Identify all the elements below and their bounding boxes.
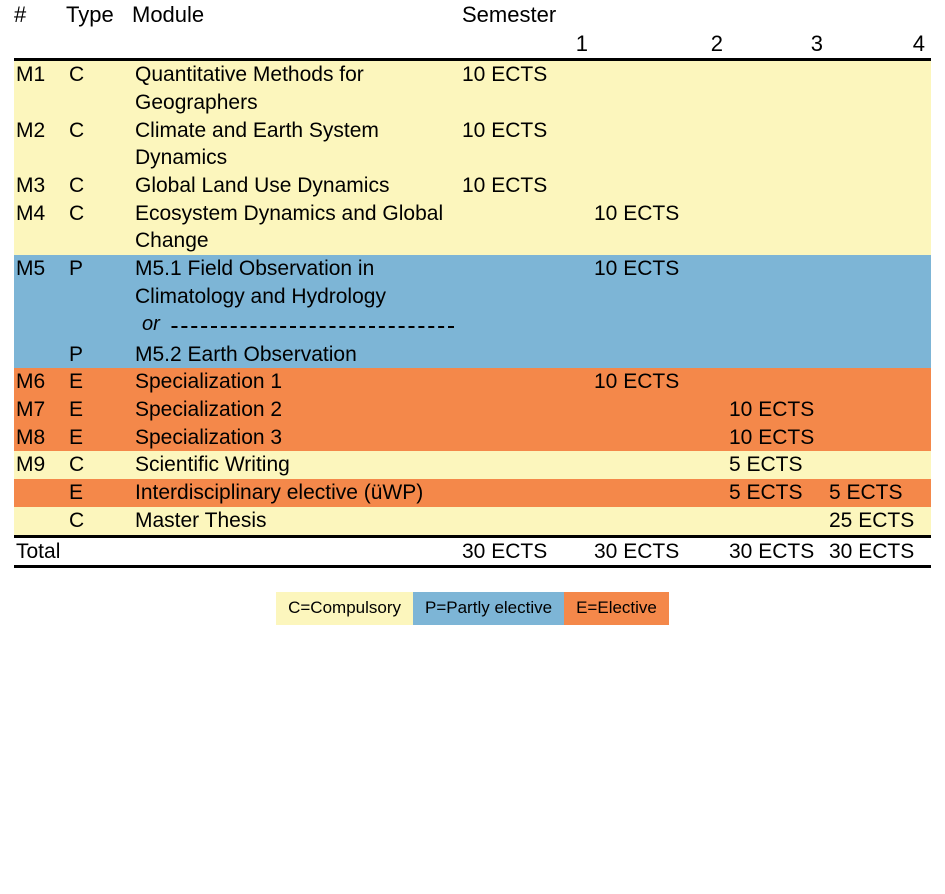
table-row [14, 200, 931, 255]
row-number: M3 [16, 173, 46, 197]
row-sem2-ects: 10 ECTS [594, 201, 680, 225]
total-sem3: 30 ECTS [729, 536, 829, 567]
semester-3-label: 3 [810, 31, 823, 57]
row-sem4-ects [829, 368, 931, 396]
row-sem1-ects [462, 507, 594, 536]
row-sem1-ects: 10 ECTS [462, 63, 548, 87]
row-type-m5b: P [69, 342, 84, 366]
row-sem2-ects [594, 479, 729, 507]
m5-separator-s4-spacer [829, 311, 931, 341]
row-sem2-ects [594, 451, 729, 479]
row-type: C [69, 453, 85, 477]
row-sem2-ects [594, 396, 729, 424]
table-row [14, 172, 931, 200]
row-module: Specialization 2 [135, 397, 283, 421]
table-row-m5-option-a [14, 255, 931, 310]
row-sem4-ects [829, 396, 931, 424]
row-number: M2 [16, 118, 46, 142]
header-module: Module [132, 2, 205, 27]
row-type: E [69, 370, 84, 394]
row-module: Master Thesis [135, 508, 267, 532]
total-sem2: 30 ECTS [594, 536, 729, 567]
dashed-divider [132, 326, 454, 328]
m5-separator-s1-spacer [462, 311, 594, 341]
row-sem3-ects: 5 ECTS [729, 481, 803, 505]
row-sem3-ects [729, 172, 829, 200]
row-number [14, 479, 66, 507]
table-row [14, 368, 931, 396]
row-type: E [69, 397, 84, 421]
row-number: M6 [16, 370, 46, 394]
m5-or-separator [132, 311, 462, 341]
row-type: E [69, 425, 84, 449]
row-module: Specialization 3 [135, 425, 283, 449]
legend [14, 592, 931, 625]
row-module-m5b: M5.2 Earth Observation [135, 342, 357, 366]
row-sem2-ects [594, 172, 729, 200]
table-row [14, 451, 931, 479]
row-type: C [69, 201, 85, 225]
row-sem2-ects [594, 507, 729, 536]
row-sem4-ects [829, 172, 931, 200]
table-row [14, 479, 931, 507]
row-number: M9 [16, 453, 46, 477]
table-row [14, 507, 931, 536]
header-semester: Semester [462, 2, 557, 27]
row-module: Interdisciplinary elective (üWP) [135, 481, 424, 505]
row-sem3-ects-m5 [729, 255, 829, 310]
row-module: Ecosystem Dynamics and Global Change [135, 201, 444, 253]
m5-or-label: or [132, 311, 170, 337]
header-number: # [14, 2, 27, 27]
row-sem3-ects [729, 507, 829, 536]
m5-separator-type-spacer [66, 311, 132, 341]
row-sem4-ects: 25 ECTS [829, 508, 915, 532]
row-sem3-ects: 5 ECTS [729, 453, 803, 477]
table-row-m5-option-b [14, 341, 931, 369]
row-sem3-ects [729, 200, 829, 255]
row-number: M7 [16, 397, 46, 421]
row-number [14, 507, 66, 536]
row-sem3-ects-m5b [729, 341, 829, 369]
row-type-m5a: P [69, 257, 84, 281]
row-type: C [69, 173, 85, 197]
row-sem2-ects [594, 117, 729, 172]
row-sem2-ects-m5: 10 ECTS [594, 257, 680, 281]
row-sem4-ects-m5 [829, 255, 931, 310]
row-module: Scientific Writing [135, 453, 290, 477]
table-row [14, 396, 931, 424]
row-number: M1 [16, 63, 46, 87]
row-sem3-ects: 10 ECTS [729, 397, 815, 421]
total-label: Total [14, 536, 462, 567]
row-number: M4 [16, 201, 46, 225]
row-sem2-ects [594, 60, 729, 117]
row-sem1-ects [462, 479, 594, 507]
legend-item-elective: E=Elective [564, 592, 669, 625]
row-module-m5a: M5.1 Field Observation in Climatology and Hydrology [135, 257, 386, 308]
row-sem3-ects: 10 ECTS [729, 425, 815, 449]
table-header-row [14, 0, 931, 29]
m5-separator-s3-spacer [729, 311, 829, 341]
row-sem1-ects-m5 [462, 255, 594, 310]
row-sem1-ects [462, 396, 594, 424]
row-sem1-ects-m5b [462, 341, 594, 369]
row-sem4-ects [829, 60, 931, 117]
header-type: Type [66, 2, 114, 27]
row-sem4-ects [829, 451, 931, 479]
row-sem4-ects-m5b [829, 341, 931, 369]
row-type: C [69, 63, 85, 87]
table-row [14, 60, 931, 117]
row-number-m5: M5 [16, 257, 46, 281]
row-module: Climate and Earth System Dynamics [135, 118, 379, 170]
curriculum-table [14, 0, 931, 568]
row-module: Specialization 1 [135, 370, 283, 394]
row-sem3-ects [729, 368, 829, 396]
spacer-type [66, 29, 132, 60]
row-sem4-ects [829, 424, 931, 452]
table-total-row [14, 536, 931, 567]
row-type: C [69, 508, 85, 532]
row-sem2-ects: 10 ECTS [594, 370, 680, 394]
row-sem2-ects [594, 424, 729, 452]
row-sem1-ects: 10 ECTS [462, 118, 548, 142]
semester-4-label: 4 [912, 31, 926, 57]
spacer-module [132, 29, 462, 60]
semester-number-row [14, 29, 931, 60]
row-type: E [69, 481, 84, 505]
row-sem1-ects [462, 451, 594, 479]
spacer-number [14, 29, 66, 60]
row-sem3-ects [729, 117, 829, 172]
row-type: C [69, 118, 85, 142]
table-row [14, 117, 931, 172]
table-row-m5-separator [14, 311, 931, 341]
row-sem4-ects [829, 117, 931, 172]
row-sem1-ects [462, 424, 594, 452]
row-sem4-ects [829, 200, 931, 255]
row-sem1-ects: 10 ECTS [462, 173, 548, 197]
legend-item-partly-elective: P=Partly elective [413, 592, 564, 625]
semester-1-label: 1 [575, 31, 588, 57]
legend-item-compulsory: C=Compulsory [276, 592, 413, 625]
row-number: M8 [16, 425, 46, 449]
table-row [14, 424, 931, 452]
row-module: Global Land Use Dynamics [135, 173, 390, 197]
row-sem4-ects: 5 ECTS [829, 481, 903, 505]
total-sem1: 30 ECTS [462, 536, 594, 567]
semester-2-label: 2 [710, 31, 723, 57]
row-module: Quantitative Methods for Geographers [135, 63, 364, 114]
total-sem4: 30 ECTS [829, 536, 931, 567]
row-sem3-ects [729, 60, 829, 117]
row-sem1-ects [462, 200, 594, 255]
row-sem1-ects [462, 368, 594, 396]
